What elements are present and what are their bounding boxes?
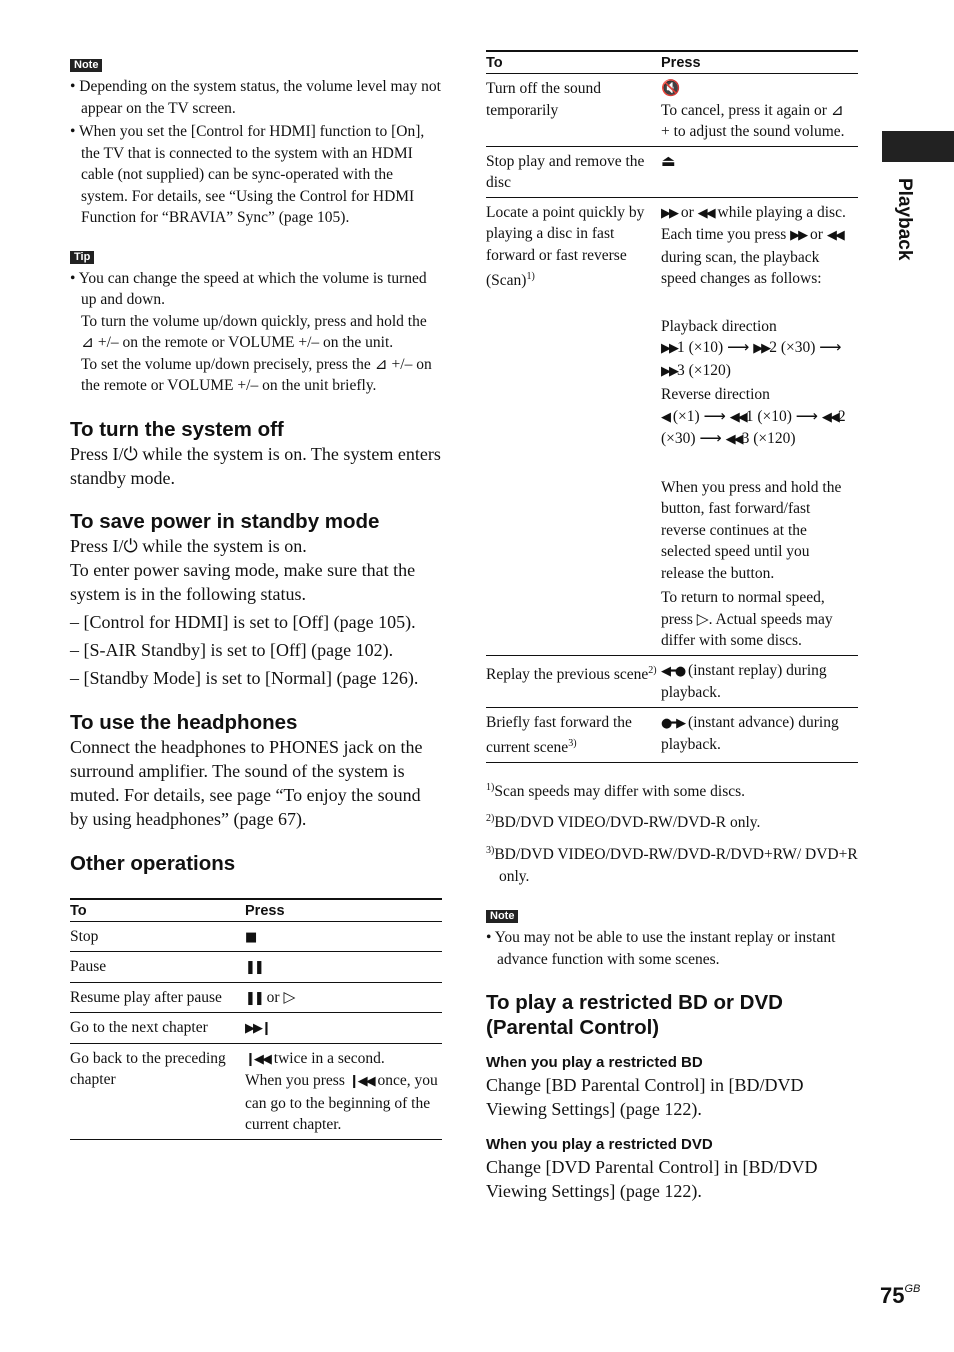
bd-text: Change [BD Parental Control] in [BD/DVD Viewing Settings] (page 122). xyxy=(486,1075,804,1120)
next-chapter-icon: ▶▶❙ xyxy=(245,1021,270,1036)
playback-direction-label: Playback direction xyxy=(661,317,777,335)
tip-badge: Tip xyxy=(70,251,94,264)
arrow-icon: ⟶ xyxy=(703,407,726,425)
row-to: Go to the next chapter xyxy=(70,1013,245,1044)
instant-replay-icon: ◀━● xyxy=(661,663,685,679)
table-row xyxy=(486,146,858,197)
fast-reverse-icon: ◀◀ xyxy=(826,228,843,243)
reverse-speeds: ◀ (×1) ⟶ ◀◀1 (×10) ⟶ ◀◀2 (×30) ⟶ ◀◀3 (×120) xyxy=(661,407,846,447)
footnote: $^{3)}$BD/DVD VIDEO/DVD-RW/DVD-R/DVD+RW/ DVD+R only. xyxy=(486,844,858,885)
volume-icon: ⊿ xyxy=(830,101,844,119)
operations-table xyxy=(70,898,442,1140)
row-to: Pause xyxy=(70,952,245,983)
power-icon: I/⏻ xyxy=(112,443,138,464)
pause-icon: ❚❚ xyxy=(245,990,263,1006)
slow-reverse-icon: ◀ xyxy=(661,409,669,425)
table-row xyxy=(70,982,442,1013)
table-row xyxy=(70,1013,442,1044)
table-header xyxy=(70,899,442,922)
table-row xyxy=(70,921,442,952)
reverse-direction-label: Reverse direction xyxy=(661,386,770,403)
arrow-icon: ⟶ xyxy=(699,430,722,447)
row-press xyxy=(245,952,442,983)
parental-heading: To play a restricted BD or DVD (Parental Control) xyxy=(486,991,783,1040)
row-press: ▶▶ or ◀◀ while playing a disc. Each time you press ▶▶ or ◀◀ during scan, the playback speed changes as follows: Playback direction ▶▶1 (×10) ⟶ ▶▶2 (×30) ⟶ ▶▶3 (×120) Reverse direction ◀ (×1) ⟶ ◀◀1 (×10) ⟶ ◀◀2 (×30) ⟶ ◀◀3 (×120) When you press and hold the button, fast forward/fast reverse continues at the selected speed until you release the button. To return to normal speed, press ▷. Actual speeds may differ with some discs. xyxy=(661,197,858,655)
row-press: ◀━● (instant replay) during playback. xyxy=(661,655,858,707)
standby-text: Press I/⏻ while the system is on. xyxy=(70,535,307,556)
row-to: Resume play after pause xyxy=(70,982,245,1013)
fast-reverse-icon: ◀◀ xyxy=(821,409,838,425)
arrow-icon: ⟶ xyxy=(727,339,750,356)
table-header xyxy=(486,51,858,74)
fast-reverse-icon: ◀◀ xyxy=(725,432,742,447)
volume-icon: ⊿ xyxy=(374,355,388,373)
row-to: Briefly fast forward the current scene$^{3)}$ xyxy=(486,707,661,762)
page-number-value: 75 xyxy=(880,1283,905,1308)
table-row xyxy=(70,952,442,983)
arrow-icon: ⟶ xyxy=(819,339,842,356)
instant-advance-icon: ●━▶ xyxy=(661,715,685,731)
side-tab xyxy=(882,131,954,162)
dvd-heading: When you play a restricted DVD xyxy=(486,1136,713,1154)
row-to: Locate a point quickly by playing a disc in fast forward or fast reverse (Scan)$^{1)}$ xyxy=(486,197,661,655)
mute-icon: 🔇 xyxy=(661,80,681,97)
power-icon: I/⏻ xyxy=(112,535,138,556)
col-to: To xyxy=(486,51,661,74)
fast-forward-icon: ▶▶ xyxy=(790,228,807,243)
row-to: Stop play and remove the disc xyxy=(486,146,661,197)
row-press: ●━▶ (instant advance) during playback. xyxy=(661,707,858,762)
table-row xyxy=(486,655,858,707)
table-row xyxy=(486,707,858,762)
note-badge: Note xyxy=(486,910,518,923)
row-press xyxy=(661,146,858,197)
row-press: 🔇 To cancel, press it again or ⊿ + to adjust the sound volume. xyxy=(661,74,858,147)
standby-heading: To save power in standby mode xyxy=(70,509,380,533)
stop-icon: ■ xyxy=(245,929,256,945)
play-icon: ▷ xyxy=(696,610,709,628)
note-item: • When you set the [Control for HDMI] function to [On], the TV that is connected to the system with an HDMI cable (not supplied) can be sync-operated with the system. For details, see “Using the Control for HDMI Function for “BRAVIA” Sync” (page 105). xyxy=(70,123,425,226)
row-to: Go back to the preceding chapter xyxy=(70,1043,245,1139)
col-to: To xyxy=(70,899,245,922)
col-press: Press xyxy=(661,51,858,74)
footnote: $^{2)}$BD/DVD VIDEO/DVD-RW/DVD-R only. xyxy=(486,813,761,832)
row-press xyxy=(245,921,442,952)
table-row xyxy=(486,74,858,147)
row-to: Replay the previous scene$^{2)}$ xyxy=(486,655,661,707)
note-item: • Depending on the system status, the volume level may not appear on the TV screen. xyxy=(70,78,441,117)
other-heading: Other operations xyxy=(70,851,236,875)
standby-item: – [Standby Mode] is set to [Normal] (page 126). xyxy=(70,667,419,688)
headphones-text: Connect the headphones to PHONES jack on the surround amplifier. The sound of the system is muted. For details, see page “To enjoy the sound by using headphones” (page 67). xyxy=(70,736,423,829)
side-tab-label: Playback xyxy=(894,178,915,261)
row-press xyxy=(245,1013,442,1044)
fast-reverse-icon: ◀◀ xyxy=(729,409,746,425)
note-item: • You may not be able to use the instant replay or instant advance function with some scenes. xyxy=(486,929,836,968)
previous-chapter-icon: ❙◀◀ xyxy=(245,1051,270,1067)
note-badge: Note xyxy=(70,59,102,72)
footnotes xyxy=(486,777,858,887)
note-list xyxy=(70,76,442,229)
fast-forward-icon: ▶▶ xyxy=(661,363,677,379)
scan-normal-text: To return to normal speed, press ▷. Actual speeds may differ with some discs. xyxy=(661,589,833,649)
standby-text2: To enter power saving mode, make sure that the system is in the following status. xyxy=(70,559,416,604)
operations-table-continued xyxy=(486,50,858,763)
volume-icon: ⊿ xyxy=(81,334,94,351)
page-number xyxy=(880,1283,920,1309)
footnote: $^{1)}$Scan speeds may differ with some discs. xyxy=(486,781,746,800)
fast-forward-icon: ▶▶ xyxy=(753,341,770,356)
tip-quick: To turn the volume up/down quickly, press and hold the ⊿ +/– on the remote or VOLUME +/– on the unit. xyxy=(81,312,427,351)
row-to: Stop xyxy=(70,921,245,952)
fast-forward-icon: ▶▶ xyxy=(661,205,677,221)
play-icon: ▷ xyxy=(283,988,296,1006)
table-row xyxy=(70,1043,442,1139)
pause-icon: ❚❚ xyxy=(245,960,263,975)
previous-chapter-icon: ❙◀◀ xyxy=(348,1074,374,1089)
right-column xyxy=(486,50,858,1203)
tip-item: • You can change the speed at which the volume is turned up and down. xyxy=(70,269,427,308)
headphones-heading: To use the headphones xyxy=(70,710,298,734)
table-row xyxy=(486,197,858,655)
tip-precise: To set the volume up/down precisely, press the ⊿ +/– on the remote or VOLUME +/– on the unit briefly. xyxy=(81,355,432,394)
fast-reverse-icon: ◀◀ xyxy=(697,205,714,221)
standby-item: – [Control for HDMI] is set to [Off] (page 105). xyxy=(70,611,416,632)
off-text: Press I/⏻ while the system is on. The system enters standby mode. xyxy=(70,443,441,488)
page-number-suffix: GB xyxy=(904,1283,921,1295)
fast-forward-icon: ▶▶ xyxy=(661,341,677,356)
dvd-text: Change [DVD Parental Control] in [BD/DVD Viewing Settings] (page 122). xyxy=(486,1157,818,1202)
bd-heading: When you play a restricted BD xyxy=(486,1054,703,1072)
eject-icon: ⏏ xyxy=(661,152,676,170)
arrow-icon: ⟶ xyxy=(795,407,818,425)
tip-block xyxy=(70,268,442,397)
row-press: ❚❚ or ▷ xyxy=(245,982,442,1013)
playback-speeds: ▶▶1 (×10) ⟶ ▶▶2 (×30) ⟶ ▶▶3 (×120) xyxy=(661,339,842,379)
off-heading: To turn the system off xyxy=(70,417,284,441)
standby-item: – [S-AIR Standby] is set to [Off] (page 102). xyxy=(70,639,394,660)
scan-hold-text: When you press and hold the button, fast forward/fast reverse continues at the selected speed until you release the button. xyxy=(661,478,842,582)
col-press: Press xyxy=(245,899,442,922)
row-to: Turn off the sound temporarily xyxy=(486,74,661,147)
row-press: ❙◀◀ twice in a second. When you press ❙◀◀ once, you can go to the beginning of the current chapter. xyxy=(245,1043,442,1139)
left-column xyxy=(70,55,442,1140)
